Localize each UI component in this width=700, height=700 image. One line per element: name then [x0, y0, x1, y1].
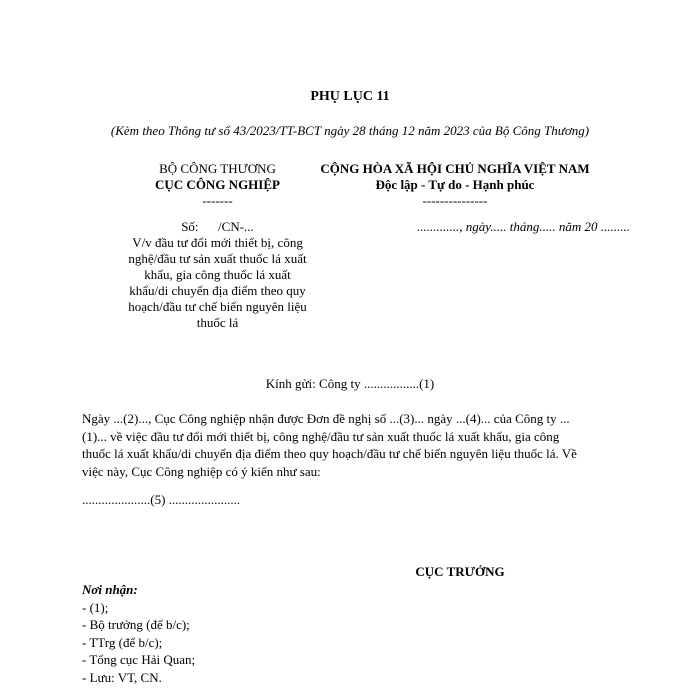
appendix-subtitle: (Kèm theo Thông tư số 43/2023/TT-BCT ngày 28 tháng 12 năm 2023 của Bộ Công Thương)	[110, 123, 590, 138]
date-line: ............., ngày..... tháng..... năm 20 .........	[416, 219, 630, 234]
subject-line: hoạch/đầu tư chế biến nguyên liệu	[128, 299, 307, 314]
body-line: Ngày ...(2)..., Cục Công nghiệp nhận được Đơn đề nghị số ...(3)... ngày ...(4)... của Công ty ...	[82, 411, 570, 426]
department-name: CỤC CÔNG NGHIỆP	[155, 177, 280, 192]
recipients-list-title: Nơi nhận:	[82, 582, 138, 597]
recipients-list-item: - Lưu: VT, CN.	[82, 669, 162, 685]
body-line: thuốc lá xuất khẩu/di chuyển địa điểm theo quy hoạch/đầu tư chế biến nguyên liệu thuốc lá. Về	[82, 446, 577, 461]
subject-line: V/v đầu tư đổi mới thiết bị, công	[132, 235, 303, 250]
recipients-list-item: - TTrg (để b/c);	[82, 634, 163, 650]
body-line: việc này, Cục Công nghiệp có ý kiến như sau:	[82, 463, 321, 479]
left-separator: -------	[202, 193, 233, 208]
recipients-list-item: - Bộ trưởng (để b/c);	[82, 617, 190, 632]
national-header	[290, 161, 620, 209]
recipients-list	[82, 581, 195, 686]
reference-block	[85, 219, 350, 331]
subject-line: khẩu, gia công thuốc lá xuất	[144, 267, 291, 282]
recipient-line: Kính gửi: Công ty .................(1)	[265, 376, 435, 391]
recipients-list-item: - Tổng cục Hải Quan;	[82, 652, 196, 667]
signer-title: CỤC TRƯỞNG	[415, 564, 505, 579]
body-line: (1)... về việc đầu tư đổi mới thiết bị, công nghệ/đầu tư sản xuất thuốc lá xuất khẩu, gia công	[82, 428, 560, 444]
body-paragraph	[82, 410, 608, 480]
opinion-placeholder: .....................(5) ......................	[82, 492, 241, 507]
appendix-title: PHỤ LỤC 11	[310, 89, 390, 104]
document-number: Số: /CN-...	[181, 219, 254, 234]
recipients-list-item: - (1);	[82, 599, 109, 615]
national-motto: Độc lập - Tự do - Hạnh phúc	[375, 177, 535, 192]
subject-line: khẩu/di chuyển địa điểm theo quy	[129, 283, 306, 298]
ministry-name: BỘ CÔNG THƯƠNG	[159, 161, 276, 176]
right-separator: ---------------	[422, 193, 488, 208]
country-name: CỘNG HÒA XÃ HỘI CHỦ NGHĨA VIỆT NAM	[320, 161, 590, 176]
subject-line: nghệ/đầu tư sản xuất thuốc lá xuất	[128, 251, 307, 266]
subject-line: thuốc lá	[196, 315, 239, 330]
